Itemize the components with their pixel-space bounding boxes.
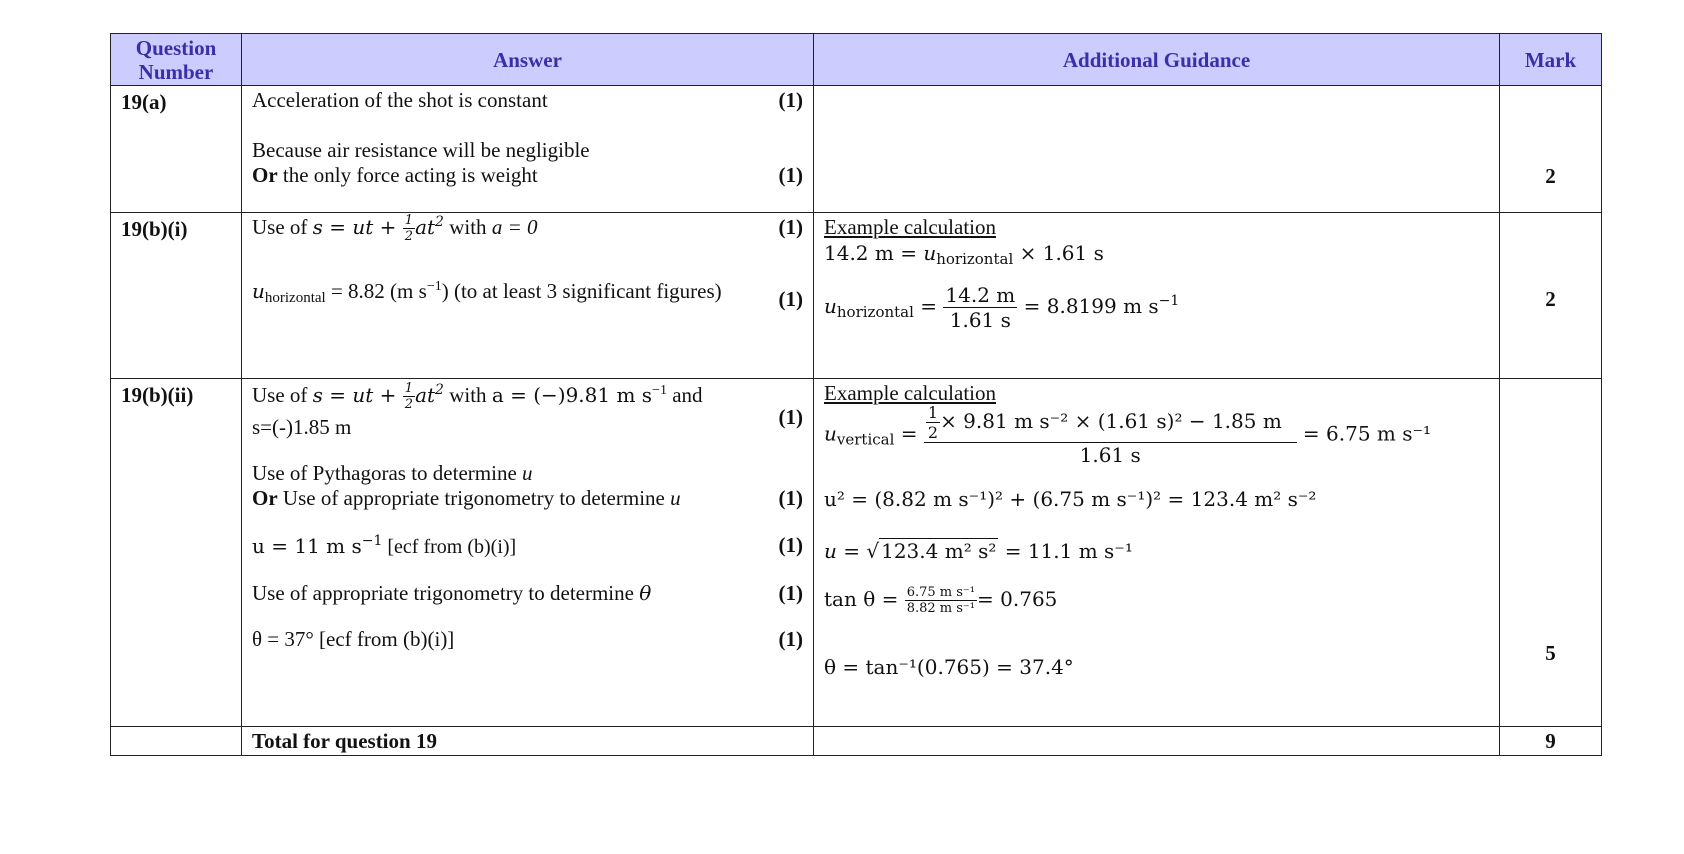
header-row — [111, 34, 1602, 86]
question-number-19a: 19(a) — [111, 86, 242, 213]
answer-19bii-theta-trig: Use of appropriate trigonometry to determine — [252, 581, 640, 605]
answer-19a-line2: Because air resistance will be negligible — [252, 138, 590, 162]
mark-cell-19a — [1500, 86, 1602, 213]
answer-cell-19bi — [242, 213, 814, 379]
guidance-19bii-title: Example calculation — [824, 381, 997, 405]
guidance-19bii-eq2: u² = (8.82 m s⁻¹)² + (6.75 m s⁻¹)² = 123.4 m² s⁻² — [824, 487, 1317, 511]
mark-point-19bii-1: (1) — [778, 405, 803, 429]
answer-19bii-line1-pre: Use of — [252, 383, 313, 407]
mark-point-19bii-5: (1) — [778, 627, 803, 651]
answer-19bi-line1 — [252, 213, 537, 244]
mark-point-19a-1: (1) — [778, 88, 803, 112]
answer-19a-line3-rest: the only force acting is weight — [277, 163, 538, 187]
guidance-19bi-numerator: 14.2 m — [945, 283, 1016, 307]
answer-19a-line3 — [252, 163, 538, 188]
answer-19bii-line2: Use of Pythagoras to determine u — [252, 461, 533, 485]
mark-cell-19bii — [1500, 379, 1602, 727]
u-symbol: u — [252, 279, 265, 303]
question-number-19bi: 19(b)(i) — [111, 213, 242, 379]
guidance-19bi-result-sup: −1 — [1158, 293, 1180, 309]
answer-19bii-pythagoras: Use of Pythagoras to determine — [252, 461, 523, 485]
guidance-19bii-eq1: $u_{vertical}$ = $\frac{1}{2}$ × 9.81 m s⁻² × (1.61 s)² − 1.85 m 1.61 s = 6.75 m s⁻¹ — [824, 403, 1432, 467]
header-answer: Answer — [242, 34, 814, 86]
guidance-19bi-line2-sub: horizontal — [836, 303, 914, 321]
row-19a — [111, 86, 1602, 213]
question-number-19bii: 19(b)(ii) — [111, 379, 242, 727]
mark-point-19bii-3: (1) — [778, 533, 803, 557]
guidance-19bi-line1: 14.2 $m = u_{horizontal} \times 1.61$ s — [824, 241, 1104, 268]
header-question-number: Question Number — [111, 34, 242, 86]
answer-19bi-value: = 8.82 (m s — [325, 279, 427, 303]
guidance-cell-19bii — [814, 379, 1500, 727]
total-label: Total for question 19 — [242, 727, 814, 756]
answer-19bii-u-sup: −1 — [361, 533, 383, 549]
mark-point-19bii-2: (1) — [778, 486, 803, 510]
u-subscript: horizontal — [264, 290, 326, 306]
guidance-19bii-eq4-den: 8.82 m s⁻¹ — [906, 601, 976, 616]
mark-cell-19bi — [1500, 213, 1602, 379]
row-19bi — [111, 213, 1602, 379]
answer-19bii-line6: θ = 37° [ecf from (b)(i)] — [252, 627, 455, 651]
mark-19bi: 2 — [1545, 287, 1556, 311]
guidance-19bi-line1-a: 14.2 m = — [824, 241, 924, 265]
suvat-equation: s = ut + $\frac{1}{2}$ $at^2$ — [312, 213, 444, 244]
guidance-19bii-eq1-den: 1.61 s — [1079, 443, 1141, 467]
guidance-19bii-eq3-root: 123.4 m² s² — [881, 539, 997, 563]
answer-19bii-line1-end: and — [666, 383, 703, 407]
answer-19bii-line1-cond: a = (−)9.81 m s — [491, 383, 653, 407]
answer-19bii-trig: Use of appropriate trigonometry to determine — [277, 486, 671, 510]
total-mark: 9 — [1500, 727, 1602, 756]
guidance-19bii-eq4-num: 6.75 m s⁻¹ — [906, 585, 976, 600]
guidance-19bii-eq1-num: × 9.81 m s⁻² × (1.61 s)² − 1.85 m — [940, 409, 1282, 433]
suvat-equation-2: s = ut + $\frac{1}{2}$ $at^2$ — [312, 381, 444, 412]
answer-19bii-u-rest: [ecf from (b)(i)] — [382, 536, 517, 558]
answer-19bi-line1-cond: a = 0 — [491, 215, 538, 239]
guidance-19bi-result: = 8.8199 m s — [1023, 294, 1159, 318]
guidance-19bii-eq4-res: = 0.765 — [977, 587, 1058, 611]
total-guidance-cell — [814, 727, 1500, 756]
guidance-19bi-title: Example calculation — [824, 215, 997, 239]
mark-19bii: 5 — [1545, 641, 1556, 665]
unit-superscript: −1 — [426, 279, 442, 294]
or-keyword-2: Or — [252, 486, 278, 510]
guidance-cell-19bi — [814, 213, 1500, 379]
answer-19bii-line1-sup: −1 — [652, 383, 667, 398]
header-mark: Mark — [1500, 34, 1602, 86]
mark-scheme-table — [110, 33, 1602, 756]
mark-point-19bi-1: (1) — [778, 215, 803, 239]
guidance-19bii-eq3-res: = 11.1 m s⁻¹ — [998, 539, 1133, 563]
answer-19bii-line4 — [252, 533, 516, 559]
header-guidance: Additional Guidance — [814, 34, 1500, 86]
mark-point-19bi-2: (1) — [778, 287, 803, 311]
answer-19bi-rest: ) (to at least 3 significant figures) — [441, 279, 722, 303]
guidance-19bii-eq1-res: = 6.75 m s⁻¹ — [1302, 421, 1432, 446]
guidance-19bii-eq3: u = √ 123.4 m² s² = 11.1 m s⁻¹ — [824, 539, 1133, 563]
answer-19bi-line1-post: with — [443, 215, 492, 239]
answer-19bi-line1-pre: Use of — [252, 215, 313, 239]
answer-cell-19a — [242, 86, 814, 213]
guidance-19bii-eq1-sub: vertical — [836, 430, 895, 449]
answer-19a-line1: Acceleration of the shot is constant — [252, 88, 548, 112]
row-total — [111, 727, 1602, 756]
mark-point-19bii-4: (1) — [778, 581, 803, 605]
total-number-cell — [111, 727, 242, 756]
guidance-19bi-line2: $u_{horizontal}$ = $\frac{14.2 m}{1.61 s}$ = 8.8199 m $s^{-1}$ — [824, 283, 1180, 332]
answer-19bii-line1-post: with — [443, 383, 492, 407]
mark-point-19a-2: (1) — [778, 163, 803, 187]
answer-19bii-line1 — [252, 381, 703, 412]
answer-cell-19bii — [242, 379, 814, 727]
guidance-19bii-eq4-pre: tan θ = — [824, 587, 905, 611]
guidance-cell-19a — [814, 86, 1500, 213]
answer-19bii-line1b: s=(-)1.85 m — [252, 415, 352, 439]
guidance-19bi-line1-b: × 1.61 s — [1013, 241, 1104, 265]
guidance-19bi-denominator: 1.61 s — [949, 308, 1011, 332]
answer-19bii-u-value: u = 11 m s — [252, 534, 362, 558]
mark-19a: 2 — [1545, 164, 1556, 188]
or-keyword: Or — [252, 163, 278, 187]
guidance-19bii-eq4 — [824, 585, 1057, 616]
answer-19bii-line3: Or Use of appropriate trigonometry to determine u — [252, 486, 681, 510]
guidance-19bii-eq5: θ = tan⁻¹(0.765) = 37.4° — [824, 655, 1074, 679]
guidance-19bi-line1-sub: horizontal — [936, 250, 1014, 268]
answer-19bii-line5: Use of appropriate trigonometry to determine θ — [252, 581, 652, 605]
answer-19bi-line2 — [252, 275, 732, 310]
row-19bii — [111, 379, 1602, 727]
mark-scheme-sheet — [110, 33, 1601, 756]
